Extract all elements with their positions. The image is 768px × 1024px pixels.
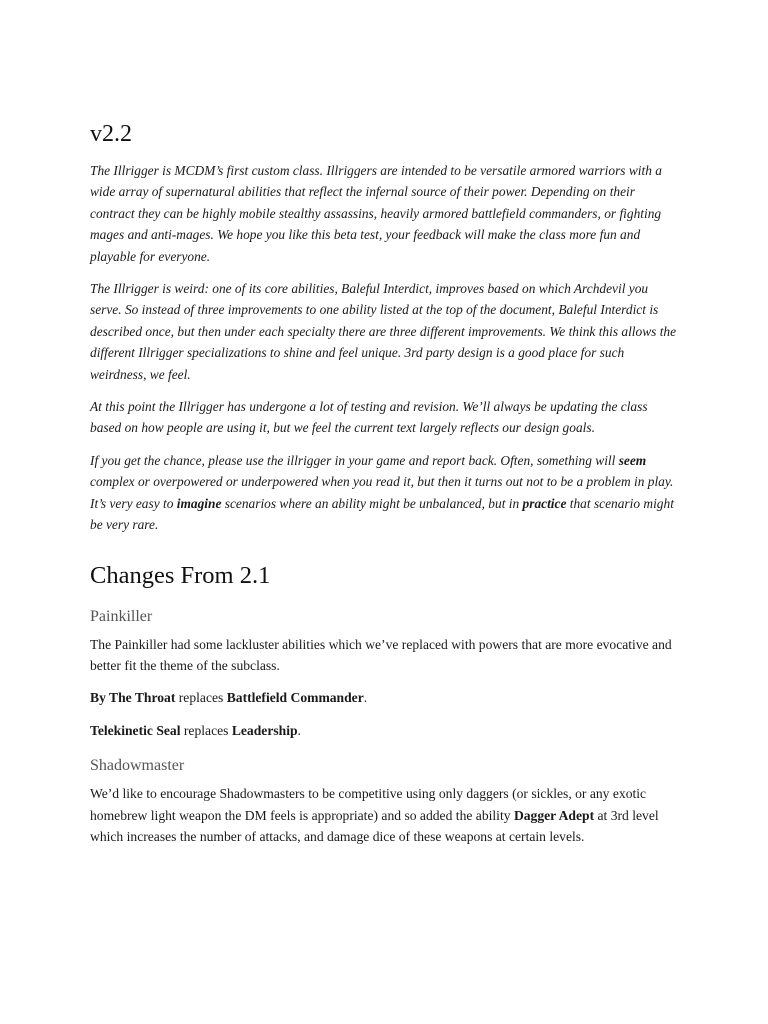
new-ability-name: By The Throat xyxy=(90,690,176,706)
new-ability-name: Telekinetic Seal xyxy=(90,722,181,738)
old-ability-name: Leadership xyxy=(231,722,298,738)
painkiller-change-1 xyxy=(90,687,678,708)
replaces-text: replaces xyxy=(175,690,227,706)
intro-p4-text-b: complex or overpowered or underpowered when you read it, but then it turns out not to be a problem in play. It’s very easy to xyxy=(90,474,674,511)
period: . xyxy=(363,690,368,706)
painkiller-description: The Painkiller had some lackluster abilities which we’ve replaced with powers that are more evocative and better fit the theme of the subclass. xyxy=(90,636,672,673)
intro-p4-text-a: If you get the chance, please use the illrigger in your game and report back. Often, something will xyxy=(90,452,619,468)
emphasis-imagine: imagine xyxy=(176,495,222,511)
emphasis-practice: practice xyxy=(522,495,567,511)
replaces-text: replaces xyxy=(180,722,232,738)
shadowmaster-text-b: at 3rd level which increases the number of attacks, and damage dice of these weapons at certain levels. xyxy=(90,807,659,844)
changes-heading: Changes From 2.1 xyxy=(90,561,271,589)
emphasis-seem: seem xyxy=(618,452,647,468)
dagger-adept-ability: Dagger Adept xyxy=(513,807,595,823)
document-page xyxy=(90,118,678,858)
intro-paragraph-2: The Illrigger is weird: one of its core abilities, Baleful Interdict, improves based on which Archdevil you serve. So instead of three improvements to one ability listed at the top of the document, Baleful Interdict is described once, but then under each specialty there are three different improvements. We think this allows the different Illrigger specializations to shine and feel unique. 3rd party design is a good place for such weirdness, we feel. xyxy=(90,281,677,382)
old-ability-name: Battlefield Commander xyxy=(226,690,364,706)
intro-p4-text-d: that scenario might be very rare. xyxy=(90,495,674,533)
shadowmaster-text-a: We’d like to encourage Shadowmasters to be competitive using only daggers (or sickles, or any exotic homebrew light weapon the DM feels is appropriate) and so added the ability xyxy=(90,786,647,823)
intro-p4-text-c: scenarios where an ability might be unbalanced, but in xyxy=(221,495,523,511)
period: . xyxy=(297,722,301,738)
shadowmaster-heading: Shadowmaster xyxy=(90,757,185,775)
intro-paragraph-3: At this point the Illrigger has undergone a lot of testing and revision. We’ll always be updating the class based on how people are using it, but we feel the current text largely reflects our design goals. xyxy=(90,399,648,436)
version-heading: v2.2 xyxy=(90,121,132,147)
intro-paragraph-1: The Illrigger is MCDM’s first custom class. Illriggers are intended to be versatile armored warriors with a wide array of supernatural abilities that reflect the infernal source of their power. Depending on their contract they can be highly mobile stealthy assassins, heavily armored battlefield commanders, or fighting mages and anti-mages. We hope you like this beta test, your feedback will make the class more fun and playable for everyone. xyxy=(90,163,662,264)
painkiller-heading: Painkiller xyxy=(90,607,153,625)
intro-paragraph-4 xyxy=(90,450,678,536)
shadowmaster-description xyxy=(90,783,678,847)
painkiller-change-2 xyxy=(90,720,678,741)
